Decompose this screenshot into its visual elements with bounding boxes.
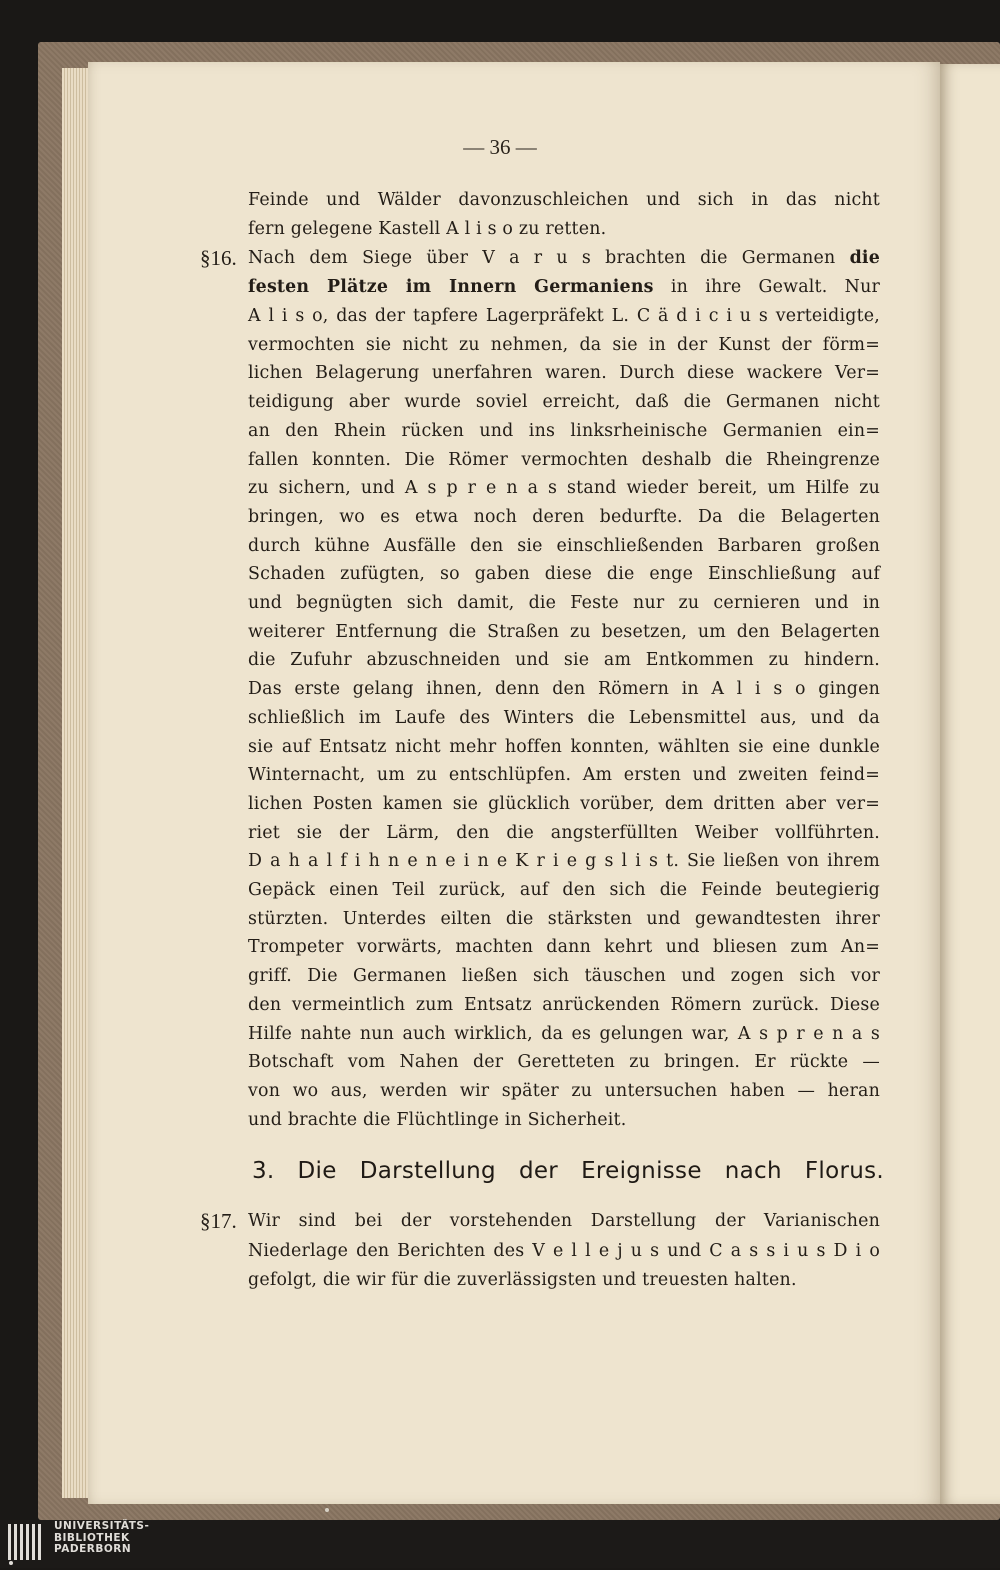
logo-line: PADERBORN — [54, 1543, 132, 1556]
library-logo-text — [54, 1521, 149, 1556]
text-span: in ihre Gewalt. Nur — [670, 277, 880, 297]
text-line: und begnügten sich damit, die Feste nur zu cernieren und in — [248, 593, 880, 613]
text-line: gefolgt, die wir für die zuverlässigsten und treuesten halten. — [248, 1270, 797, 1290]
text-line: fallen konnten. Die Römer vermochten deshalb die Rheingrenze — [248, 449, 880, 470]
text-line: schließlich im Laufe des Winters die Lebensmittel aus, und da — [248, 707, 880, 728]
page-number: — 36 — — [463, 135, 537, 159]
text-line: durch kühne Ausfälle den sie einschließenden Barbaren großen — [248, 535, 880, 556]
text-line: Wir sind bei der vorstehenden Darstellung der Varianischen — [248, 1211, 880, 1231]
facing-page-edge — [940, 64, 1000, 1504]
text-line: den vermeintlich zum Entsatz anrückenden Römern zurück. Diese — [248, 994, 880, 1015]
text-line: A l i s o, das der tapfere Lagerpräfekt L. C ä d i c i u s verteidigte, — [248, 306, 880, 326]
text-line: Botschaft vom Nahen der Geretteten zu bringen. Er rückte — — [248, 1052, 880, 1073]
logo-line: BIBLIOTHEK — [54, 1531, 130, 1544]
paragraph-mark-16: §16. — [200, 246, 237, 270]
logo-line: UNIVERSITÄTS- — [54, 1520, 150, 1532]
text-line: bringen, wo es etwa noch deren bedurfte. Da die Belagerten — [248, 506, 880, 527]
text-line: Schaden zufügten, so gaben diese die enge Einschließung auf — [248, 564, 880, 585]
footer-bar — [0, 1520, 1000, 1568]
text-line: lichen Belagerung unerfahren waren. Durch diese wackere Ver= — [248, 363, 880, 384]
text-line: griff. Die Germanen ließen sich täuschen und zogen sich vor — [248, 966, 880, 987]
bold-text: festen Plätze im Innern Germaniens — [248, 277, 654, 297]
text-span: Nach dem Siege über V a r u s brachten die Germanen — [248, 248, 836, 268]
text-line: Hilfe nahte nun auch wirklich, da es gelungen war, A s p r e n a s — [248, 1023, 880, 1044]
text-line: von wo aus, werden wir später zu untersuchen haben — heran — [248, 1080, 880, 1101]
text-line: Das erste gelang ihnen, denn den Römern in A l i s o gingen — [248, 679, 880, 700]
text-line: Feinde und Wälder davonzuschleichen und sich in das nicht — [248, 190, 880, 210]
text-line: an den Rhein rücken und ins linksrheinische Germanien ein= — [248, 420, 880, 441]
text-line: vermochten sie nicht zu nehmen, da sie in der Kunst der förm= — [248, 334, 880, 355]
text-line: und brachte die Flüchtlinge in Sicherheit. — [248, 1109, 627, 1130]
text-line: stürzten. Unterdes eilten die stärksten und gewandtesten ihrer — [248, 908, 880, 929]
text-line: Trompeter vorwärts, machten dann kehrt und bliesen zum An= — [248, 937, 880, 958]
text-line — [248, 244, 880, 273]
text-line: die Zufuhr abzuschneiden und sie am Entkommen zu hindern. — [248, 650, 880, 671]
paragraph-mark-17: §17. — [200, 1209, 237, 1233]
text-line: lichen Posten kamen sie glücklich vorüber, dem dritten aber ver= — [248, 793, 880, 814]
text-line: riet sie der Lärm, den die angsterfüllten Weiber vollführten. — [248, 822, 880, 843]
text-line: sie auf Entsatz nicht mehr hoffen konnten, wählten sie eine dunkle — [248, 736, 880, 757]
text-line — [248, 273, 880, 302]
text-line: Niederlage den Berichten des V e l l e j u s und C a s s i u s D i o — [248, 1240, 880, 1261]
speck — [325, 1508, 329, 1512]
text-line: teidigung aber wurde soviel erreicht, daß die Germanen nicht — [248, 392, 880, 413]
library-logo-icon — [6, 1522, 48, 1570]
text-line: zu sichern, und A s p r e n a s stand wieder bereit, um Hilfe zu — [248, 478, 880, 499]
text-line: fern gelegene Kastell A l i s o zu retten. — [248, 219, 607, 239]
bold-text: die — [849, 248, 880, 268]
text-line: Winternacht, um zu entschlüpfen. Am ersten und zweiten feind= — [248, 765, 880, 786]
text-line: weiterer Entfernung die Straßen zu besetzen, um den Belagerten — [248, 621, 880, 642]
text-line: Gepäck einen Teil zurück, auf den sich die Feinde beutegierig — [248, 880, 880, 900]
text-line: D a h a l f i h n e n e i n e K r i e g s l i s t. Sie ließen von ihrem — [248, 851, 880, 872]
section-heading: 3. Die Darstellung der Ereignisse nach Florus. — [252, 1158, 884, 1184]
